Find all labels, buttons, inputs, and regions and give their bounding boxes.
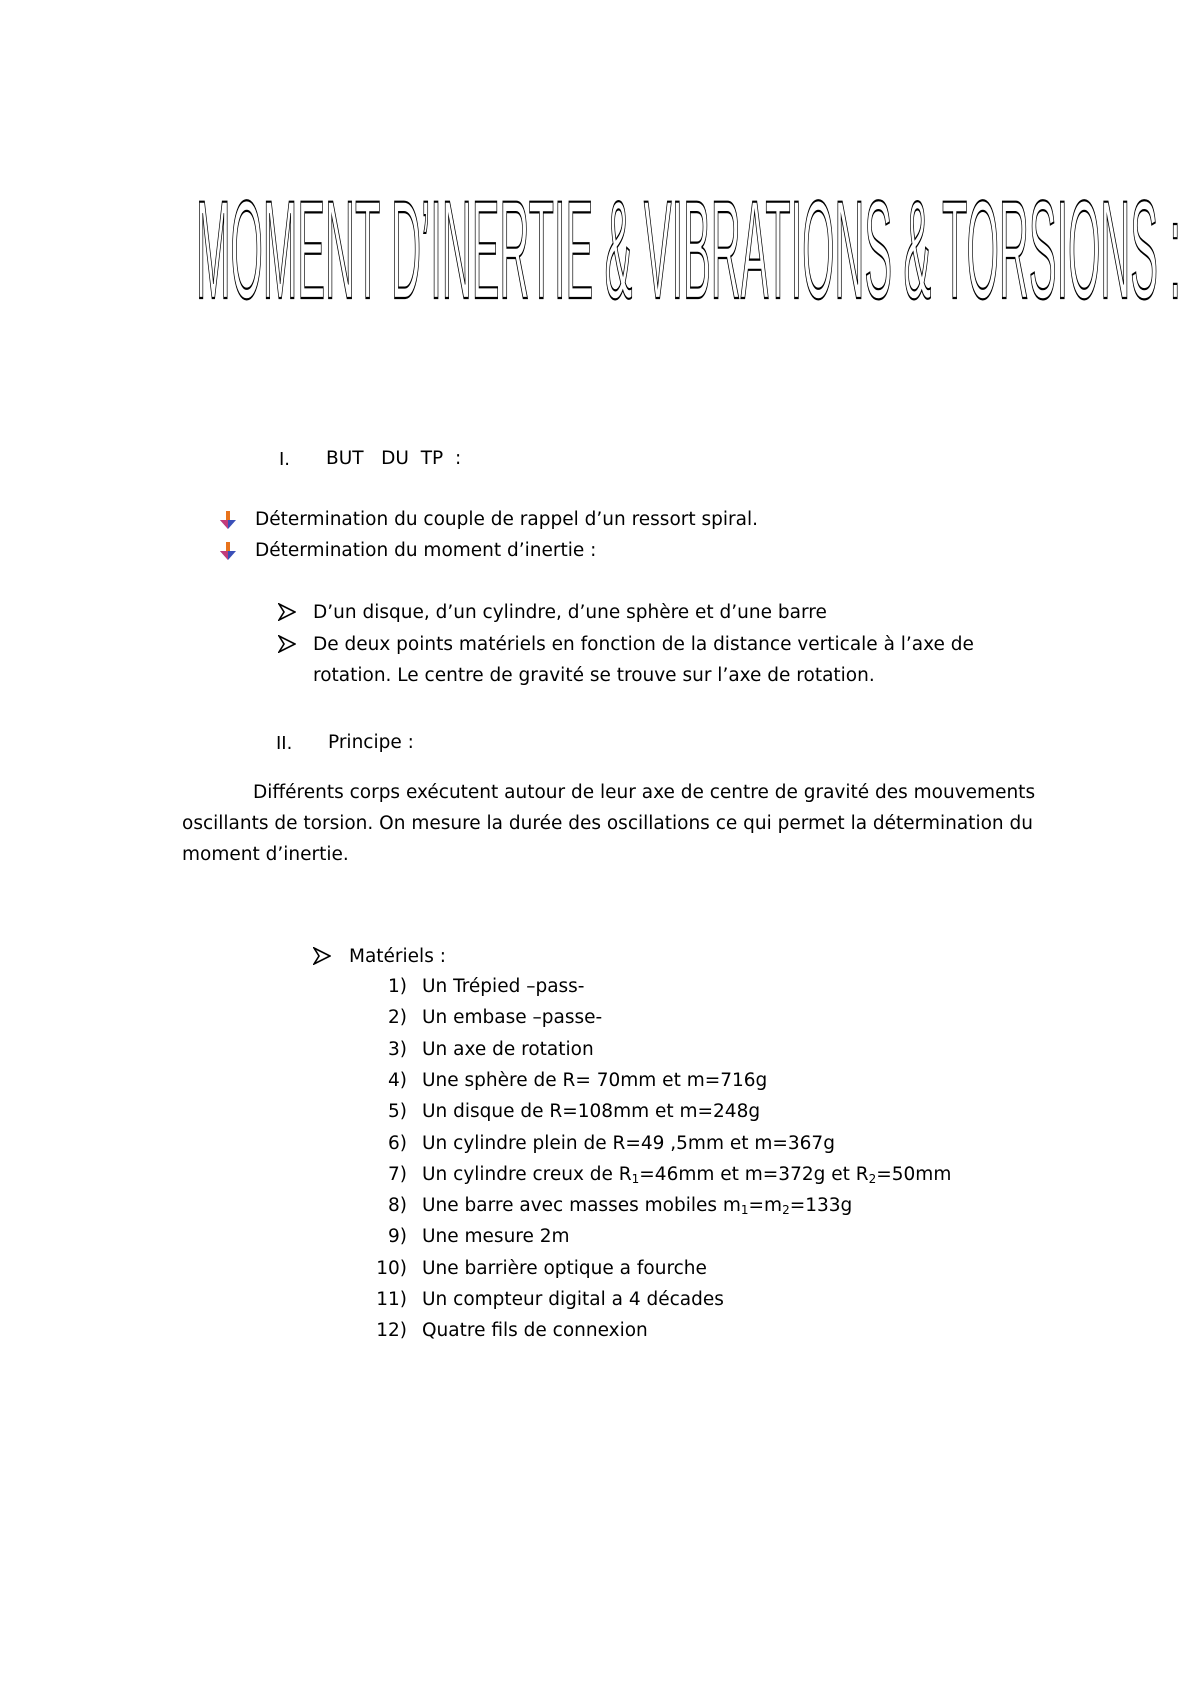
material-item: Un axe de rotation	[422, 1039, 594, 1060]
section1-numeral: I.	[279, 449, 291, 470]
material-item: Une barrière optique a fourche	[422, 1258, 707, 1279]
material-item-part: Un cylindre creux de R	[422, 1164, 632, 1185]
principle-line-2: oscillants de torsion. On mesure la durée des oscillations ce qui permet la détermination du	[182, 813, 1033, 834]
material-item: Une mesure 2m	[422, 1226, 570, 1247]
section1-heading: BUT DU TP :	[326, 448, 462, 469]
material-item: Un cylindre plein de R=49 ,5mm et m=367g	[422, 1133, 835, 1154]
goal-item-2: Détermination du moment d’inertie :	[255, 540, 597, 561]
material-number: 8)	[388, 1195, 407, 1216]
material-number: 4)	[388, 1070, 407, 1091]
material-item-part: Une barre avec masses mobiles m	[422, 1195, 741, 1216]
material-number: 1)	[388, 976, 407, 997]
material-number: 6)	[388, 1133, 407, 1154]
subscript: 2	[868, 1172, 877, 1186]
section2-numeral: II.	[276, 733, 293, 754]
material-item: Un disque de R=108mm et m=248g	[422, 1101, 761, 1122]
arrowhead-bullet-icon	[278, 635, 296, 653]
material-item-part: =133g	[789, 1195, 853, 1216]
material-number: 3)	[388, 1039, 407, 1060]
material-number: 5)	[388, 1101, 407, 1122]
material-number: 10)	[376, 1258, 407, 1279]
material-item-part: =46mm et m=372g et R	[639, 1164, 869, 1185]
material-item: Un embase –passe-	[422, 1007, 603, 1028]
material-item	[422, 1163, 951, 1187]
material-item-part: =50mm	[876, 1164, 952, 1185]
subgoal-item-2-cont: rotation. Le centre de gravité se trouve sur l’axe de rotation.	[313, 665, 875, 686]
subscript: 1	[740, 1203, 749, 1217]
goal-item-1: Détermination du couple de rappel d’un ressort spiral.	[255, 509, 758, 530]
subscript: 1	[631, 1172, 640, 1186]
subgoal-item-1: D’un disque, d’un cylindre, d’une sphère et d’une barre	[313, 602, 827, 623]
material-number: 9)	[388, 1226, 407, 1247]
principle-line-3: moment d’inertie.	[182, 844, 349, 865]
subscript: 2	[782, 1203, 790, 1217]
arrow-down-icon	[218, 541, 238, 561]
arrow-down-icon	[218, 510, 238, 530]
subgoal-item-2: De deux points matériels en fonction de la distance verticale à l’axe de	[313, 634, 974, 655]
arrowhead-bullet-icon	[278, 603, 296, 621]
title-text: MOMENT D’INERTIE & VIBRATIONS & TORSIONS :	[196, 171, 1181, 323]
material-item: Un compteur digital a 4 décades	[422, 1289, 724, 1310]
material-item	[422, 1194, 852, 1218]
material-number: 12)	[376, 1320, 407, 1341]
material-number: 11)	[376, 1289, 407, 1310]
material-number: 7)	[388, 1164, 407, 1185]
material-item-part: =m	[748, 1195, 783, 1216]
principle-line-1: Différents corps exécutent autour de leur axe de centre de gravité des mouvements	[253, 782, 1036, 803]
material-item: Quatre fils de connexion	[422, 1320, 648, 1341]
title-wordart	[196, 148, 1186, 323]
material-item: Un Trépied –pass-	[422, 976, 585, 997]
section2-heading: Principe :	[328, 732, 414, 753]
material-number: 2)	[388, 1007, 407, 1028]
document-title	[196, 148, 1186, 323]
materials-heading: Matériels :	[349, 946, 446, 967]
material-item: Une sphère de R= 70mm et m=716g	[422, 1070, 768, 1091]
arrowhead-bullet-icon	[313, 947, 331, 965]
